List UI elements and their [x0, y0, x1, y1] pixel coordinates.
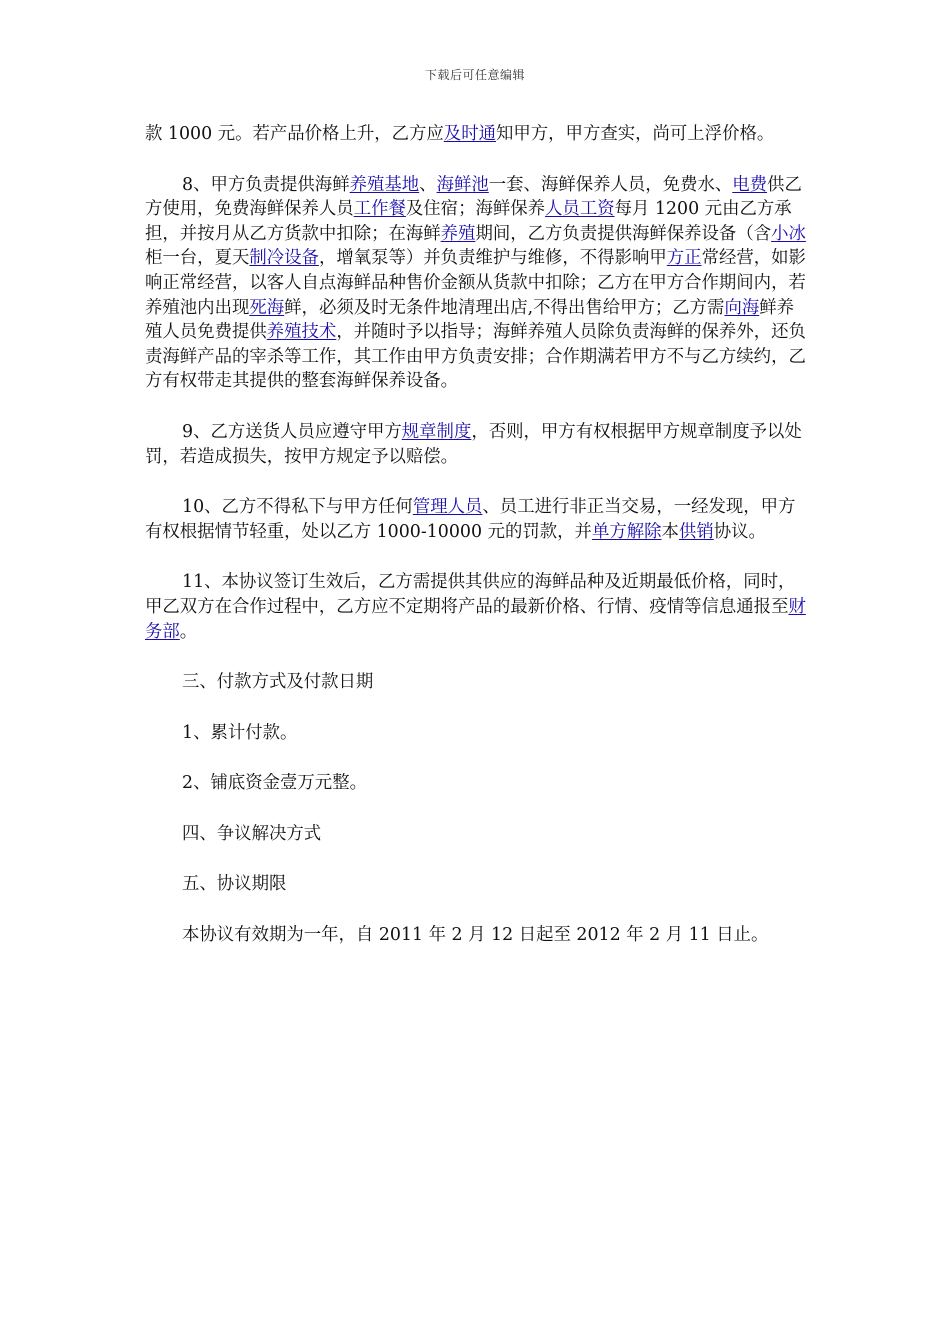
- hyperlink[interactable]: 养殖技术: [266, 322, 337, 343]
- hyperlink[interactable]: 向海: [724, 297, 760, 318]
- text-run: 及住宿；海鲜保养: [405, 199, 546, 220]
- text-run: ，增氧泵等）并负责维护与维修，不得影响甲: [318, 248, 667, 269]
- text-run: 鲜，必须及时无条件地清理出店,不得出售给甲方；乙方需: [284, 297, 725, 318]
- text-run: 常经营，如影响正常经营，以客人自点海鲜品种售价金额从货款中扣除；乙方在甲方合作期间内，若养殖池内出现: [145, 248, 806, 318]
- text-run: 协议。: [713, 521, 766, 542]
- paragraph-p-cont: [145, 122, 810, 147]
- paragraph-p-term: [145, 923, 810, 948]
- text-run: 四、争议解决方式: [182, 823, 322, 844]
- hyperlink[interactable]: 养殖基地: [349, 174, 420, 195]
- text-run: 每月 1200 元由乙方承担，并按月从乙方货款中扣除；在海鲜: [145, 199, 792, 244]
- paragraph-p-s3: [145, 670, 810, 695]
- text-run: 本: [661, 521, 679, 542]
- text-run: 三、付款方式及付款日期: [182, 672, 374, 693]
- hyperlink[interactable]: 电费: [732, 174, 768, 195]
- page-header: 下载后可任意编辑: [424, 68, 525, 82]
- text-run: 8、甲方负责提供海鲜: [182, 174, 350, 195]
- text-run: 鲜养殖人员免费提供: [145, 297, 795, 343]
- text-run: 、员工进行非正当交易，一经发现，甲方有权根据情节轻重，处以乙方 1000-10000 元的罚款，并: [145, 497, 796, 542]
- text-run: 11、本协议签订生效后，乙方需提供其供应的海鲜品种及近期最低价格，同时，甲乙双方在合作过程中，乙方应不定期将产品的最新价格、行情、疫情等信息通报至: [145, 572, 796, 617]
- text-run: 款 1000 元。若产品价格上升，乙方应: [145, 124, 444, 144]
- paragraph-p-9: [145, 420, 810, 469]
- text-run: 1、累计付款。: [182, 722, 298, 743]
- hyperlink[interactable]: 工作餐: [353, 199, 406, 220]
- paragraph-p-s4: [145, 822, 810, 847]
- text-run: 期间，乙方负责提供海鲜保养设备（含: [475, 223, 772, 244]
- text-run: 知甲方，甲方查实，尚可上浮价格。: [495, 124, 775, 144]
- text-run: ，否则，甲方有权根据甲方规章制度予以处罚，若造成损失，按甲方规定予以赔偿。: [145, 421, 802, 467]
- hyperlink[interactable]: 规章制度: [401, 421, 472, 442]
- paragraph-p-s5: [145, 872, 810, 897]
- text-run: 柜一台，夏天: [145, 248, 250, 269]
- text-run: 供乙方使用，免费海鲜保养人员: [145, 174, 802, 220]
- hyperlink[interactable]: 小冰: [771, 223, 806, 244]
- text-run: 一套、海鲜保养人员，免费水、: [488, 174, 733, 195]
- document-body: [145, 122, 810, 974]
- hyperlink[interactable]: 管理人员: [412, 497, 483, 518]
- text-run: ，并随时予以指导；海鲜养殖人员除负责海鲜的保养外，还负责海鲜产品的宰杀等工作，其工作由甲方负责安排；合作期满若甲方不与乙方续约，乙方有权带走其提供的整套海鲜保养设备。: [145, 322, 806, 392]
- paragraph-p-pay2: [145, 771, 810, 796]
- hyperlink[interactable]: 制冷设备: [249, 248, 319, 269]
- hyperlink[interactable]: 及时通: [443, 124, 496, 144]
- text-run: 10、乙方不得私下与甲方任何: [182, 497, 413, 518]
- text-run: 五、协议期限: [182, 874, 287, 895]
- paragraph-p-pay1: [145, 721, 810, 746]
- text-run: 本协议有效期为一年，自 2011 年 2 月 12 日起至 2012 年 2 月 11 日止。: [182, 925, 769, 946]
- paragraph-p-10: [145, 495, 810, 544]
- paragraph-p-8: [145, 173, 810, 394]
- text-run: 2、铺底资金壹万元整。: [182, 773, 367, 794]
- hyperlink[interactable]: 人员工资: [545, 199, 615, 220]
- text-run: 9、乙方送货人员应遵守甲方: [182, 421, 402, 442]
- hyperlink[interactable]: 养殖: [440, 223, 476, 244]
- paragraph-p-11: [145, 570, 810, 644]
- hyperlink[interactable]: 死海: [249, 297, 285, 318]
- text-run: 。: [179, 621, 198, 642]
- hyperlink[interactable]: 海鲜池: [436, 174, 489, 195]
- text-run: 、: [419, 174, 437, 195]
- hyperlink[interactable]: 财务部: [145, 596, 806, 642]
- hyperlink[interactable]: 方正: [666, 248, 702, 269]
- hyperlink[interactable]: 供销: [678, 521, 714, 542]
- hyperlink[interactable]: 单方解除: [591, 521, 662, 542]
